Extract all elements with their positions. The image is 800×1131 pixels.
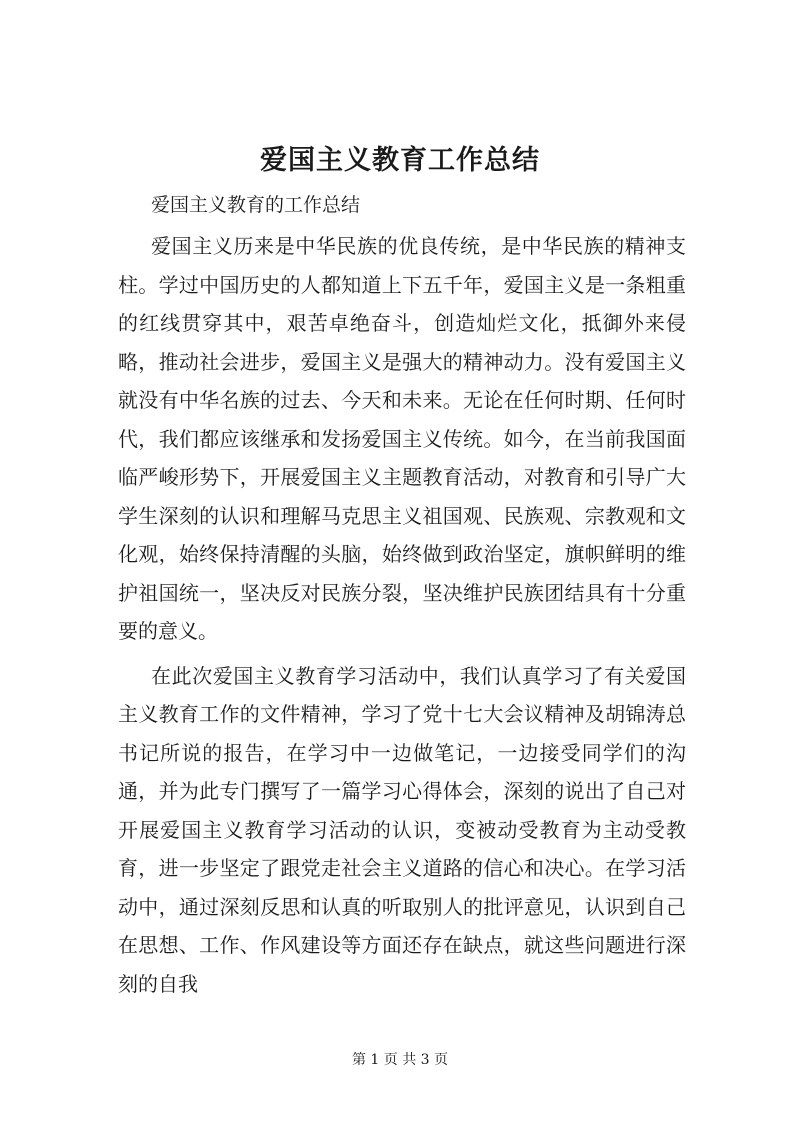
body-paragraph-2: 在此次爱国主义教育学习活动中，我们认真学习了有关爱国主义教育工作的文件精神，学习了党十七大会议精神及胡锦涛总书记所说的报告，在学习中一边做笔记，一边接受同学们的沟通，并为此专门撰写了一篇学习心得体会，深刻的说出了自己对开展爱国主义教育学习活动的认识，变被动受教育为主动受教育，进一步坚定了跟党走社会主义道路的信心和决心。在学习活动中，通过深刻反思和认真的听取别人的批评意见，认识到自己在思想、工作、作风建设等方面还存在缺点，就这些问题进行深刻的自我 xyxy=(118,663,686,996)
page-number-footer: 第 1 页 共 3 页 xyxy=(351,1052,449,1068)
body-paragraph-1: 爱国主义历来是中华民族的优良传统，是中华民族的精神支柱。学过中国历史的人都知道上下五千年，爱国主义是一条粗重的红线贯穿其中，艰苦卓绝奋斗，创造灿烂文化，抵御外来侵略，推动社会进步，爱国主义是强大的精神动力。没有爱国主义就没有中华名族的过去、今天和未来。无论在任何时期、任何时代，我们都应该继承和发扬爱国主义传统。如今，在当前我国面临严峻形势下，开展爱国主义主题教育活动，对教育和引导广大学生深刻的认识和理解马克思主义祖国观、民族观、宗教观和文化观，始终保持清醒的头脑，始终做到政治坚定，旗帜鲜明的维护祖国统一，坚决反对民族分裂，坚决维护民族团结具有十分重要的意义。 xyxy=(118,234,686,643)
page-title: 爱国主义教育工作总结 xyxy=(260,145,540,176)
document-subtitle: 爱国主义教育的工作总结 xyxy=(151,194,361,216)
document-body xyxy=(118,187,686,1003)
